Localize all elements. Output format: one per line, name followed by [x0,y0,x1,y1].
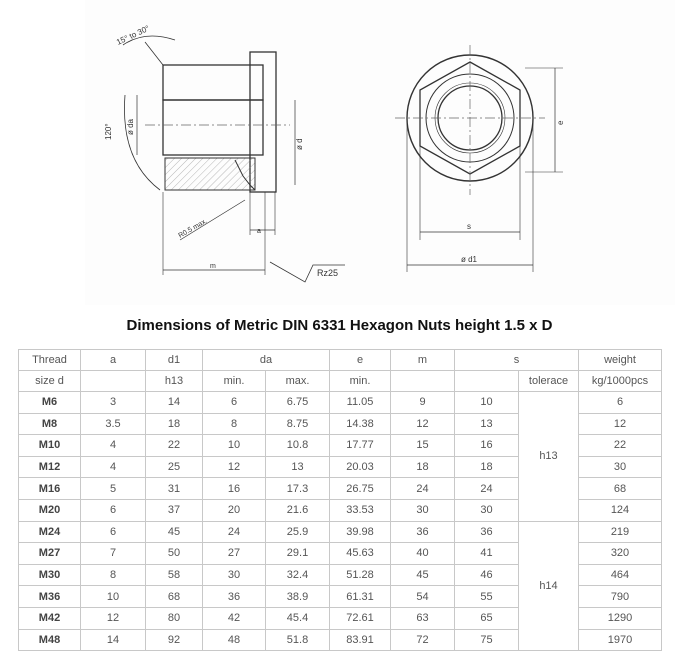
cell-a: 4 [81,456,146,478]
cell-weight: 68 [579,478,662,500]
dimensions-table [18,349,662,651]
cell-da-max: 38.9 [266,586,330,608]
subheader-m [391,371,455,392]
d-label: ø d [295,138,304,150]
cell-e: 45.63 [330,543,391,565]
header-s: s [455,350,579,371]
cell-e: 39.98 [330,521,391,543]
cell-weight: 320 [579,543,662,565]
cell-da-max: 10.8 [266,435,330,457]
technical-drawing [85,0,675,305]
cell-da-min: 27 [203,543,266,565]
subheader-d1: h13 [146,371,203,392]
cell-d: M12 [19,456,81,478]
cell-d1: 45 [146,521,203,543]
cell-da-min: 36 [203,586,266,608]
cell-s: 75 [455,629,519,651]
cell-d: M24 [19,521,81,543]
cell-da-max: 6.75 [266,392,330,414]
cell-e: 61.31 [330,586,391,608]
subheader-a [81,371,146,392]
cell-a: 4 [81,435,146,457]
cell-m: 72 [391,629,455,651]
cell-m: 63 [391,607,455,629]
cell-d1: 50 [146,543,203,565]
cell-a: 12 [81,607,146,629]
cell-m: 24 [391,478,455,500]
cell-d: M6 [19,392,81,414]
cell-d: M10 [19,435,81,457]
cell-m: 18 [391,456,455,478]
cell-e: 83.91 [330,629,391,651]
cell-m: 30 [391,499,455,521]
cell-weight: 124 [579,499,662,521]
cell-a: 3 [81,392,146,414]
header-a: a [81,350,146,371]
cell-da-max: 13 [266,456,330,478]
cell-m: 54 [391,586,455,608]
cell-a: 3.5 [81,413,146,435]
cell-m: 9 [391,392,455,414]
cell-m: 45 [391,564,455,586]
cell-weight: 30 [579,456,662,478]
cell-s: 16 [455,435,519,457]
cell-weight: 12 [579,413,662,435]
cell-e: 33.53 [330,499,391,521]
cell-weight: 1970 [579,629,662,651]
cell-d: M27 [19,543,81,565]
cell-da-min: 6 [203,392,266,414]
cell-d1: 22 [146,435,203,457]
cell-d1: 68 [146,586,203,608]
cell-d1: 92 [146,629,203,651]
cell-da-min: 30 [203,564,266,586]
cell-da-min: 10 [203,435,266,457]
cell-d1: 37 [146,499,203,521]
cell-da-min: 8 [203,413,266,435]
cell-da-max: 45.4 [266,607,330,629]
cell-da-max: 21.6 [266,499,330,521]
cell-da-max: 25.9 [266,521,330,543]
cell-e: 72.61 [330,607,391,629]
subheader-weight: kg/1000pcs [579,371,662,392]
cell-s: 30 [455,499,519,521]
cell-e: 14.38 [330,413,391,435]
cell-a: 7 [81,543,146,565]
cell-a: 5 [81,478,146,500]
cell-s: 24 [455,478,519,500]
header-e: e [330,350,391,371]
cell-e: 20.03 [330,456,391,478]
cell-a: 14 [81,629,146,651]
cell-d: M42 [19,607,81,629]
front-view [395,45,565,272]
cell-da-max: 29.1 [266,543,330,565]
table-row [19,392,662,414]
cell-d1: 31 [146,478,203,500]
cell-a: 8 [81,564,146,586]
table-header-row [19,350,662,371]
subheader-da-min: min. [203,371,266,392]
header-da: da [203,350,330,371]
subheader-e: min. [330,371,391,392]
s-label: s [467,222,471,231]
cell-d1: 58 [146,564,203,586]
cell-weight: 6 [579,392,662,414]
cell-e: 51.28 [330,564,391,586]
da-label: ø da [126,118,135,135]
cell-da-min: 16 [203,478,266,500]
subheader-thread: size d [19,371,81,392]
cell-s-tolerance: h13 [519,392,579,522]
cell-d1: 14 [146,392,203,414]
cell-d: M8 [19,413,81,435]
cell-a: 10 [81,586,146,608]
cell-da-max: 17.3 [266,478,330,500]
cell-s: 18 [455,456,519,478]
cell-da-max: 8.75 [266,413,330,435]
cell-s: 10 [455,392,519,414]
subheader-da-max: max. [266,371,330,392]
cell-m: 12 [391,413,455,435]
side-view [104,24,345,282]
cell-s-tolerance: h14 [519,521,579,651]
cell-da-min: 24 [203,521,266,543]
cell-weight: 219 [579,521,662,543]
cell-weight: 1290 [579,607,662,629]
cell-weight: 22 [579,435,662,457]
cell-da-max: 32.4 [266,564,330,586]
angle-top-label: 15° to 30° [115,23,151,47]
cell-a: 6 [81,499,146,521]
cell-da-min: 20 [203,499,266,521]
a-label: a [257,228,261,235]
angle-side-label: 120° [104,123,113,140]
header-thread: Thread [19,350,81,371]
cell-d: M20 [19,499,81,521]
header-weight: weight [579,350,662,371]
cell-m: 15 [391,435,455,457]
cell-da-min: 42 [203,607,266,629]
radius-label: R0.5 max. [177,217,209,240]
cell-d: M16 [19,478,81,500]
cell-m: 40 [391,543,455,565]
subheader-s [455,371,519,392]
page-title: Dimensions of Metric DIN 6331 Hexagon Nuts height 1.5 x D [126,317,553,334]
subheader-s-tolerance: tolerace [519,371,579,392]
cell-s: 65 [455,607,519,629]
header-m: m [391,350,455,371]
cell-m: 36 [391,521,455,543]
cell-e: 17.77 [330,435,391,457]
d1-label: ø d1 [461,255,478,264]
cell-d1: 25 [146,456,203,478]
cell-s: 55 [455,586,519,608]
cell-d: M48 [19,629,81,651]
cell-s: 13 [455,413,519,435]
cell-weight: 464 [579,564,662,586]
cell-d: M36 [19,586,81,608]
cell-da-min: 48 [203,629,266,651]
table-subheader-row [19,371,662,392]
cell-s: 36 [455,521,519,543]
rz-label: Rz25 [317,268,339,278]
cell-d: M30 [19,564,81,586]
m-label: m [210,263,216,270]
cell-s: 46 [455,564,519,586]
cell-s: 41 [455,543,519,565]
table-row [19,521,662,543]
header-d1: d1 [146,350,203,371]
cell-a: 6 [81,521,146,543]
e-label: e [556,120,565,125]
cell-da-max: 51.8 [266,629,330,651]
cell-weight: 790 [579,586,662,608]
cell-e: 11.05 [330,392,391,414]
cell-e: 26.75 [330,478,391,500]
cell-d1: 18 [146,413,203,435]
cell-da-min: 12 [203,456,266,478]
cell-d1: 80 [146,607,203,629]
